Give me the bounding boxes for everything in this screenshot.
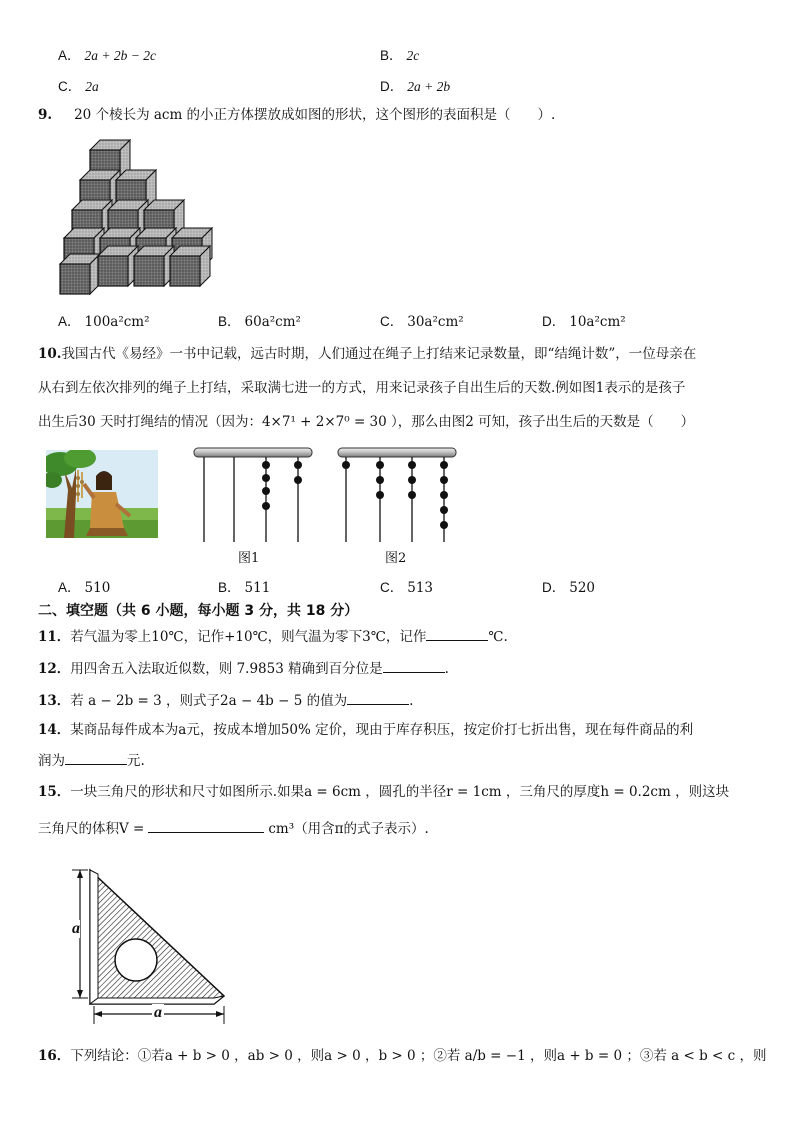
q15-line1: [38, 782, 729, 802]
option-label: B．: [218, 314, 241, 329]
option-label: C．: [58, 79, 82, 94]
option-label: B．: [218, 580, 241, 595]
question-text-end: 元.: [127, 753, 145, 769]
dimension-label-horizontal: a: [154, 1004, 162, 1021]
q9-option-a: [58, 310, 150, 330]
option-text: 520: [569, 580, 596, 596]
option-label: A．: [58, 48, 81, 63]
question-number: 10.: [38, 346, 62, 362]
option-text: 510: [84, 580, 111, 596]
q14-line1: [38, 720, 693, 740]
option-label: A．: [58, 580, 81, 595]
q12: [38, 658, 449, 679]
q10-option-d: [542, 576, 595, 596]
answer-blank[interactable]: [426, 626, 488, 641]
question-text-end: .: [444, 661, 449, 677]
q15-line2: [38, 818, 429, 839]
question-number: 14．: [38, 722, 71, 738]
q8-option-a: [58, 44, 156, 64]
option-text: 2a: [85, 79, 99, 94]
option-text: 10a²cm²: [569, 314, 626, 330]
q10-option-a: [58, 576, 110, 596]
option-label: C．: [380, 314, 404, 329]
q9-option-b: [218, 310, 301, 330]
option-text: 513: [407, 580, 434, 596]
q16: [38, 1046, 766, 1066]
option-text: 2c: [406, 48, 420, 63]
answer-blank[interactable]: [65, 750, 127, 765]
option-text: 2a + 2b: [407, 79, 451, 94]
figure-1-caption: 图1: [238, 551, 260, 566]
rope-figure-2: [334, 444, 462, 546]
q9-stem: [38, 105, 555, 125]
question-text: 若气温为零上10℃，记作+10℃，则气温为零下3℃，记作: [70, 629, 427, 645]
question-text: 20 个棱长为 acm 的小正方体摆放成如图的形状，这个图形的表面积是（ ）.: [74, 107, 556, 123]
figure-2-caption: 图2: [385, 551, 407, 566]
question-text: 若 a − 2b = 3 ，则式子2a − 4b − 5 的值为: [70, 693, 348, 709]
answer-blank[interactable]: [383, 658, 445, 673]
answer-blank[interactable]: [347, 690, 409, 705]
question-text-end: cm³（用含π的式子表示）.: [268, 821, 429, 837]
q8-option-c: [58, 75, 99, 95]
q8-option-b: [380, 44, 419, 64]
question-number: 15．: [38, 784, 71, 800]
q9-option-c: [380, 310, 464, 330]
q10-option-c: [380, 576, 433, 596]
q10-line1: [38, 344, 696, 364]
option-label: C．: [380, 580, 404, 595]
question-text: 一块三角尺的形状和尺寸如图所示.如果a = 6cm ，圆孔的半径r = 1cm ，三角尺的厚度h = 0.2cm ，则这块: [70, 784, 730, 800]
option-label: B．: [380, 48, 403, 63]
option-label: D．: [380, 79, 404, 94]
question-text-end: .: [409, 693, 414, 709]
option-label: D．: [542, 314, 566, 329]
q9-option-d: [542, 310, 626, 330]
q10-line3: 出生后30 天时打绳结的情况（因为：4×7¹ + 2×7⁰ = 30 ），那么由图2 可知，孩子出生后的天数是（ ）: [38, 414, 695, 430]
q10-line2: 从右到左依次排列的绳子上打结，采取满七进一的方式，用来记录孩子自出生后的天数.例如图1表示的是孩子: [38, 380, 686, 396]
question-text: 我国古代《易经》一书中记载，远古时期，人们通过在绳子上打结来记录数量，即“结绳计数”，一位母亲在: [61, 346, 697, 362]
option-text: 511: [244, 580, 271, 596]
question-number: 9.: [38, 107, 53, 123]
dimension-label-vertical: a: [72, 920, 80, 937]
q8-option-d: [380, 75, 450, 95]
option-text: 30a²cm²: [407, 314, 464, 330]
answer-blank[interactable]: [148, 818, 264, 833]
question-number: 12．: [38, 661, 71, 677]
section-heading: 二、填空题（共 6 小题，每小题 3 分，共 18 分）: [38, 603, 359, 619]
rope-figure-1: [188, 444, 318, 546]
option-text: 60a²cm²: [244, 314, 301, 330]
question-text: 用四舍五入法取近似数，则 7.9853 精确到百分位是: [70, 661, 383, 677]
q13: [38, 690, 413, 711]
cube-stack-figure: [56, 138, 222, 298]
q14-line2: [38, 750, 145, 771]
option-text: 100a²cm²: [84, 314, 150, 330]
option-text: 2a + 2b − 2c: [84, 48, 156, 63]
question-number: 11．: [38, 629, 71, 645]
question-text: 某商品每件成本为a元，按成本增加50% 定价，现由于库存积压，按定价打七折出售，现在每件商品的利: [70, 722, 694, 738]
question-text: 下列结论：①若a + b > 0 ，ab > 0 ，则a > 0 ，b > 0 ；②若 a/b = −1 ，则a + b = 0 ；③若 a < b < c ，则: [70, 1048, 767, 1064]
knot-tying-illustration: [46, 450, 158, 538]
triangle-ruler-figure: [64, 864, 230, 1026]
question-number: 16．: [38, 1048, 71, 1064]
option-label: A．: [58, 314, 81, 329]
question-number: 13．: [38, 693, 71, 709]
question-text: 三角尺的体积V =: [38, 821, 145, 837]
q11: [38, 626, 508, 647]
q10-option-b: [218, 576, 270, 596]
question-text-end: ℃.: [488, 629, 508, 645]
option-label: D．: [542, 580, 566, 595]
question-text: 润为: [38, 753, 65, 769]
